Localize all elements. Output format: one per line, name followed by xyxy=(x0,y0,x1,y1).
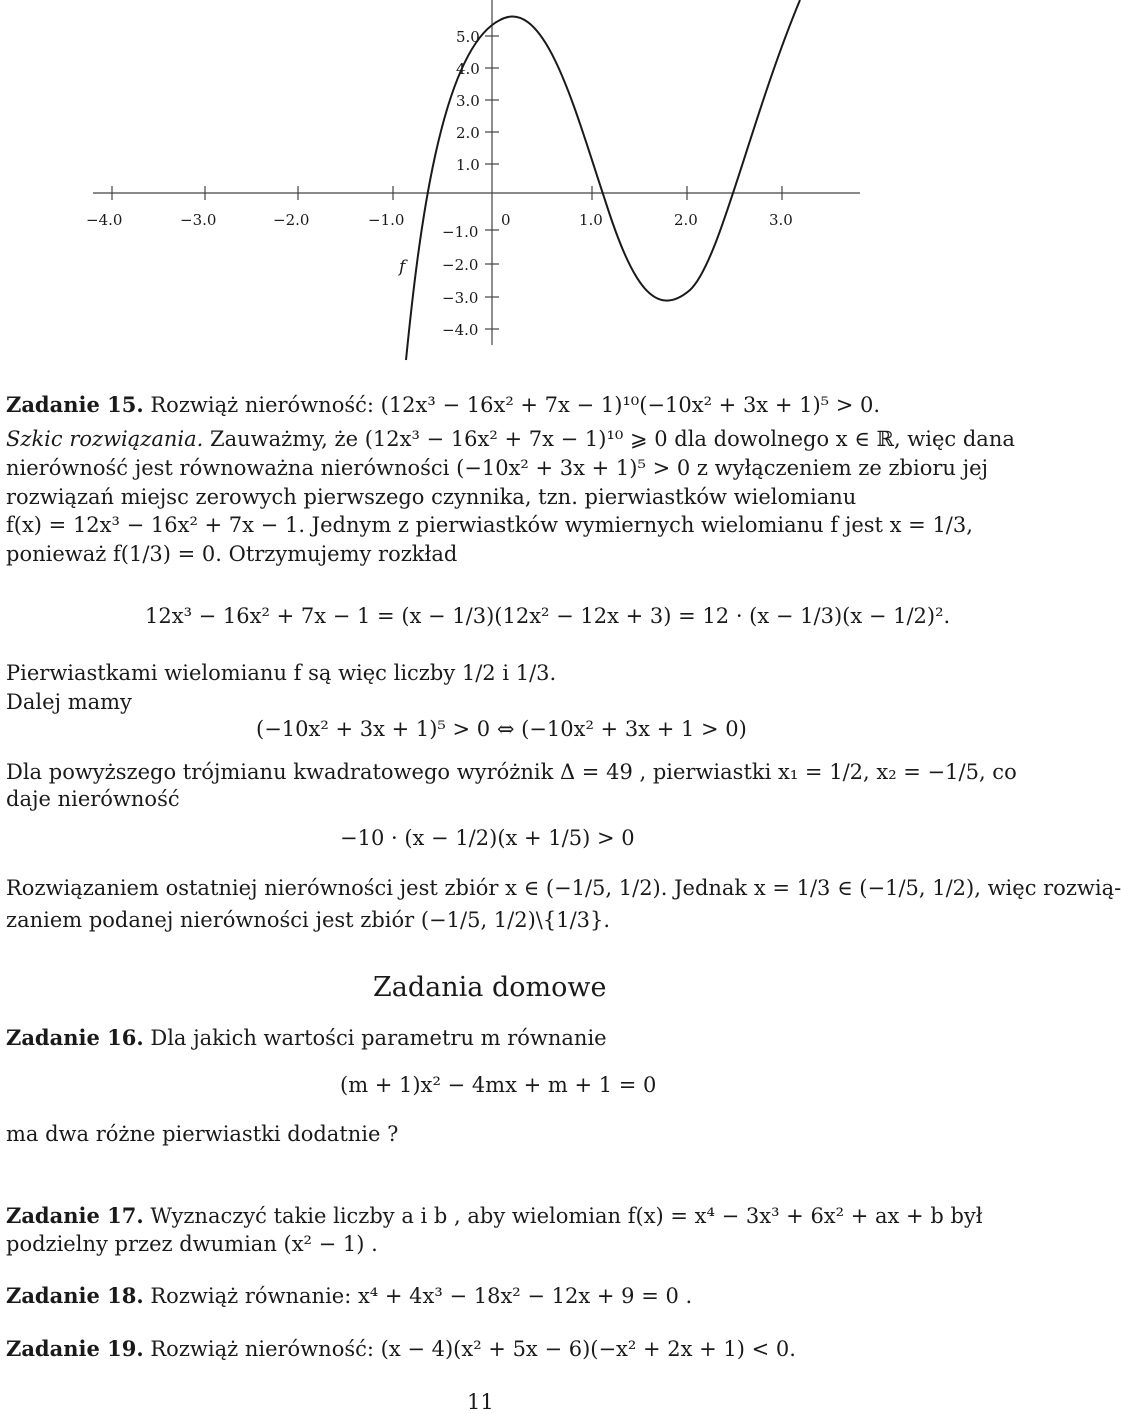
task-17-line-2: podzielny przez dwumian (x² − 1) . xyxy=(6,1232,378,1256)
equivalence-equation: (−10x² + 3x + 1)⁵ > 0 ⇔ (−10x² + 3x + 1 > 0) xyxy=(256,717,747,741)
task-18-statement xyxy=(6,1283,692,1308)
x-tick-label: 1.0 xyxy=(579,211,603,229)
x-tick-label: −1.0 xyxy=(368,211,405,229)
y-tick-label: −2.0 xyxy=(442,256,479,274)
task-19-label: Zadanie 19. xyxy=(6,1336,144,1361)
task-17-statement xyxy=(6,1203,983,1228)
solution-set-line-1: Rozwiązaniem ostatniej nierówności jest zbiór x ∈ (−1/5, 1/2). Jednak x = 1/3 ∈ (−1/5, 1/2), więc rozwią- xyxy=(6,876,1121,900)
discriminant-sentence: Dla powyższego trójmianu kwadratowego wyróżnik Δ = 49 , pierwiastki x₁ = 1/2, x₂ = −1/5, co xyxy=(6,760,1017,784)
task-16-statement xyxy=(6,1025,607,1050)
solution-line-1 xyxy=(6,427,1015,451)
solution-text: Zauważmy, że (12x³ − 16x² + 7x − 1)¹⁰ ⩾ 0 dla dowolnego x ∈ ℝ, więc dana xyxy=(210,427,1015,451)
factorization-equation: 12x³ − 16x² + 7x − 1 = (x − 1/3)(12x² − 12x + 3) = 12 · (x − 1/3)(x − 1/2)². xyxy=(145,604,951,628)
roots-sentence: Pierwiastkami wielomianu f są więc liczby 1/2 i 1/3. xyxy=(6,661,557,685)
x-tick-label: −2.0 xyxy=(273,211,310,229)
y-tick-label: −4.0 xyxy=(442,321,479,339)
page-number: 11 xyxy=(467,1390,494,1414)
y-tick-label: 4.0 xyxy=(456,60,480,78)
y-tick-label: 1.0 xyxy=(456,156,480,174)
task-16-question: ma dwa różne pierwiastki dodatnie ? xyxy=(6,1122,399,1146)
task-17-text: Wyznaczyć takie liczby a i b , aby wielomian f(x) = x⁴ − 3x³ + 6x² + ax + b był xyxy=(150,1204,983,1228)
solution-line-4: f(x) = 12x³ − 16x² + 7x − 1. Jednym z pierwiastków wymiernych wielomianu f jest x = 1/3, xyxy=(6,513,973,537)
x-tick-label: 3.0 xyxy=(769,211,793,229)
function-label: f xyxy=(399,257,406,277)
y-tick-label: 3.0 xyxy=(456,92,480,110)
task-19-statement xyxy=(6,1336,796,1361)
task-15-text: Rozwiąż nierówność: (12x³ − 16x² + 7x − 1)¹⁰(−10x² + 3x + 1)⁵ > 0. xyxy=(150,393,881,417)
x-tick-label: −4.0 xyxy=(86,211,123,229)
section-title: Zadania domowe xyxy=(373,972,607,1003)
sketch-label: Szkic rozwiązania. xyxy=(6,427,204,451)
solution-line-3: rozwiązań miejsc zerowych pierwszego czynnika, tzn. pierwiastków wielomianu xyxy=(6,485,857,509)
quadratic-inequality: −10 · (x − 1/2)(x + 1/5) > 0 xyxy=(340,826,635,850)
inequality-intro: daje nierówność xyxy=(6,787,180,811)
x-tick-label: −3.0 xyxy=(180,211,217,229)
task-19-text: Rozwiąż nierówność: (x − 4)(x² + 5x − 6)(−x² + 2x + 1) < 0. xyxy=(150,1337,796,1361)
function-graph xyxy=(0,0,960,360)
solution-line-5: ponieważ f(1/3) = 0. Otrzymujemy rozkład xyxy=(6,542,458,566)
task-17-label: Zadanie 17. xyxy=(6,1203,144,1228)
x-tick-label: 0 xyxy=(501,211,511,229)
task-16-equation: (m + 1)x² − 4mx + m + 1 = 0 xyxy=(340,1073,657,1097)
task-16-text: Dla jakich wartości parametru m równanie xyxy=(150,1026,607,1050)
solution-set-line-2: zaniem podanej nierówności jest zbiór (−1/5, 1/2)\{1/3}. xyxy=(6,908,611,932)
task-16-label: Zadanie 16. xyxy=(6,1025,144,1050)
solution-line-2: nierówność jest równoważna nierówności (−10x² + 3x + 1)⁵ > 0 z wyłączeniem ze zbioru jej xyxy=(6,456,989,480)
y-tick-label: 2.0 xyxy=(456,124,480,142)
y-tick-label: 5.0 xyxy=(456,28,480,46)
task-15-label: Zadanie 15. xyxy=(6,392,144,417)
y-tick-label: −1.0 xyxy=(442,223,479,241)
task-15-statement xyxy=(6,392,880,417)
task-18-label: Zadanie 18. xyxy=(6,1283,144,1308)
continuation-text: Dalej mamy xyxy=(6,690,132,714)
task-18-text: Rozwiąż równanie: x⁴ + 4x³ − 18x² − 12x + 9 = 0 . xyxy=(150,1284,693,1308)
y-tick-label: −3.0 xyxy=(442,289,479,307)
x-tick-label: 2.0 xyxy=(674,211,698,229)
